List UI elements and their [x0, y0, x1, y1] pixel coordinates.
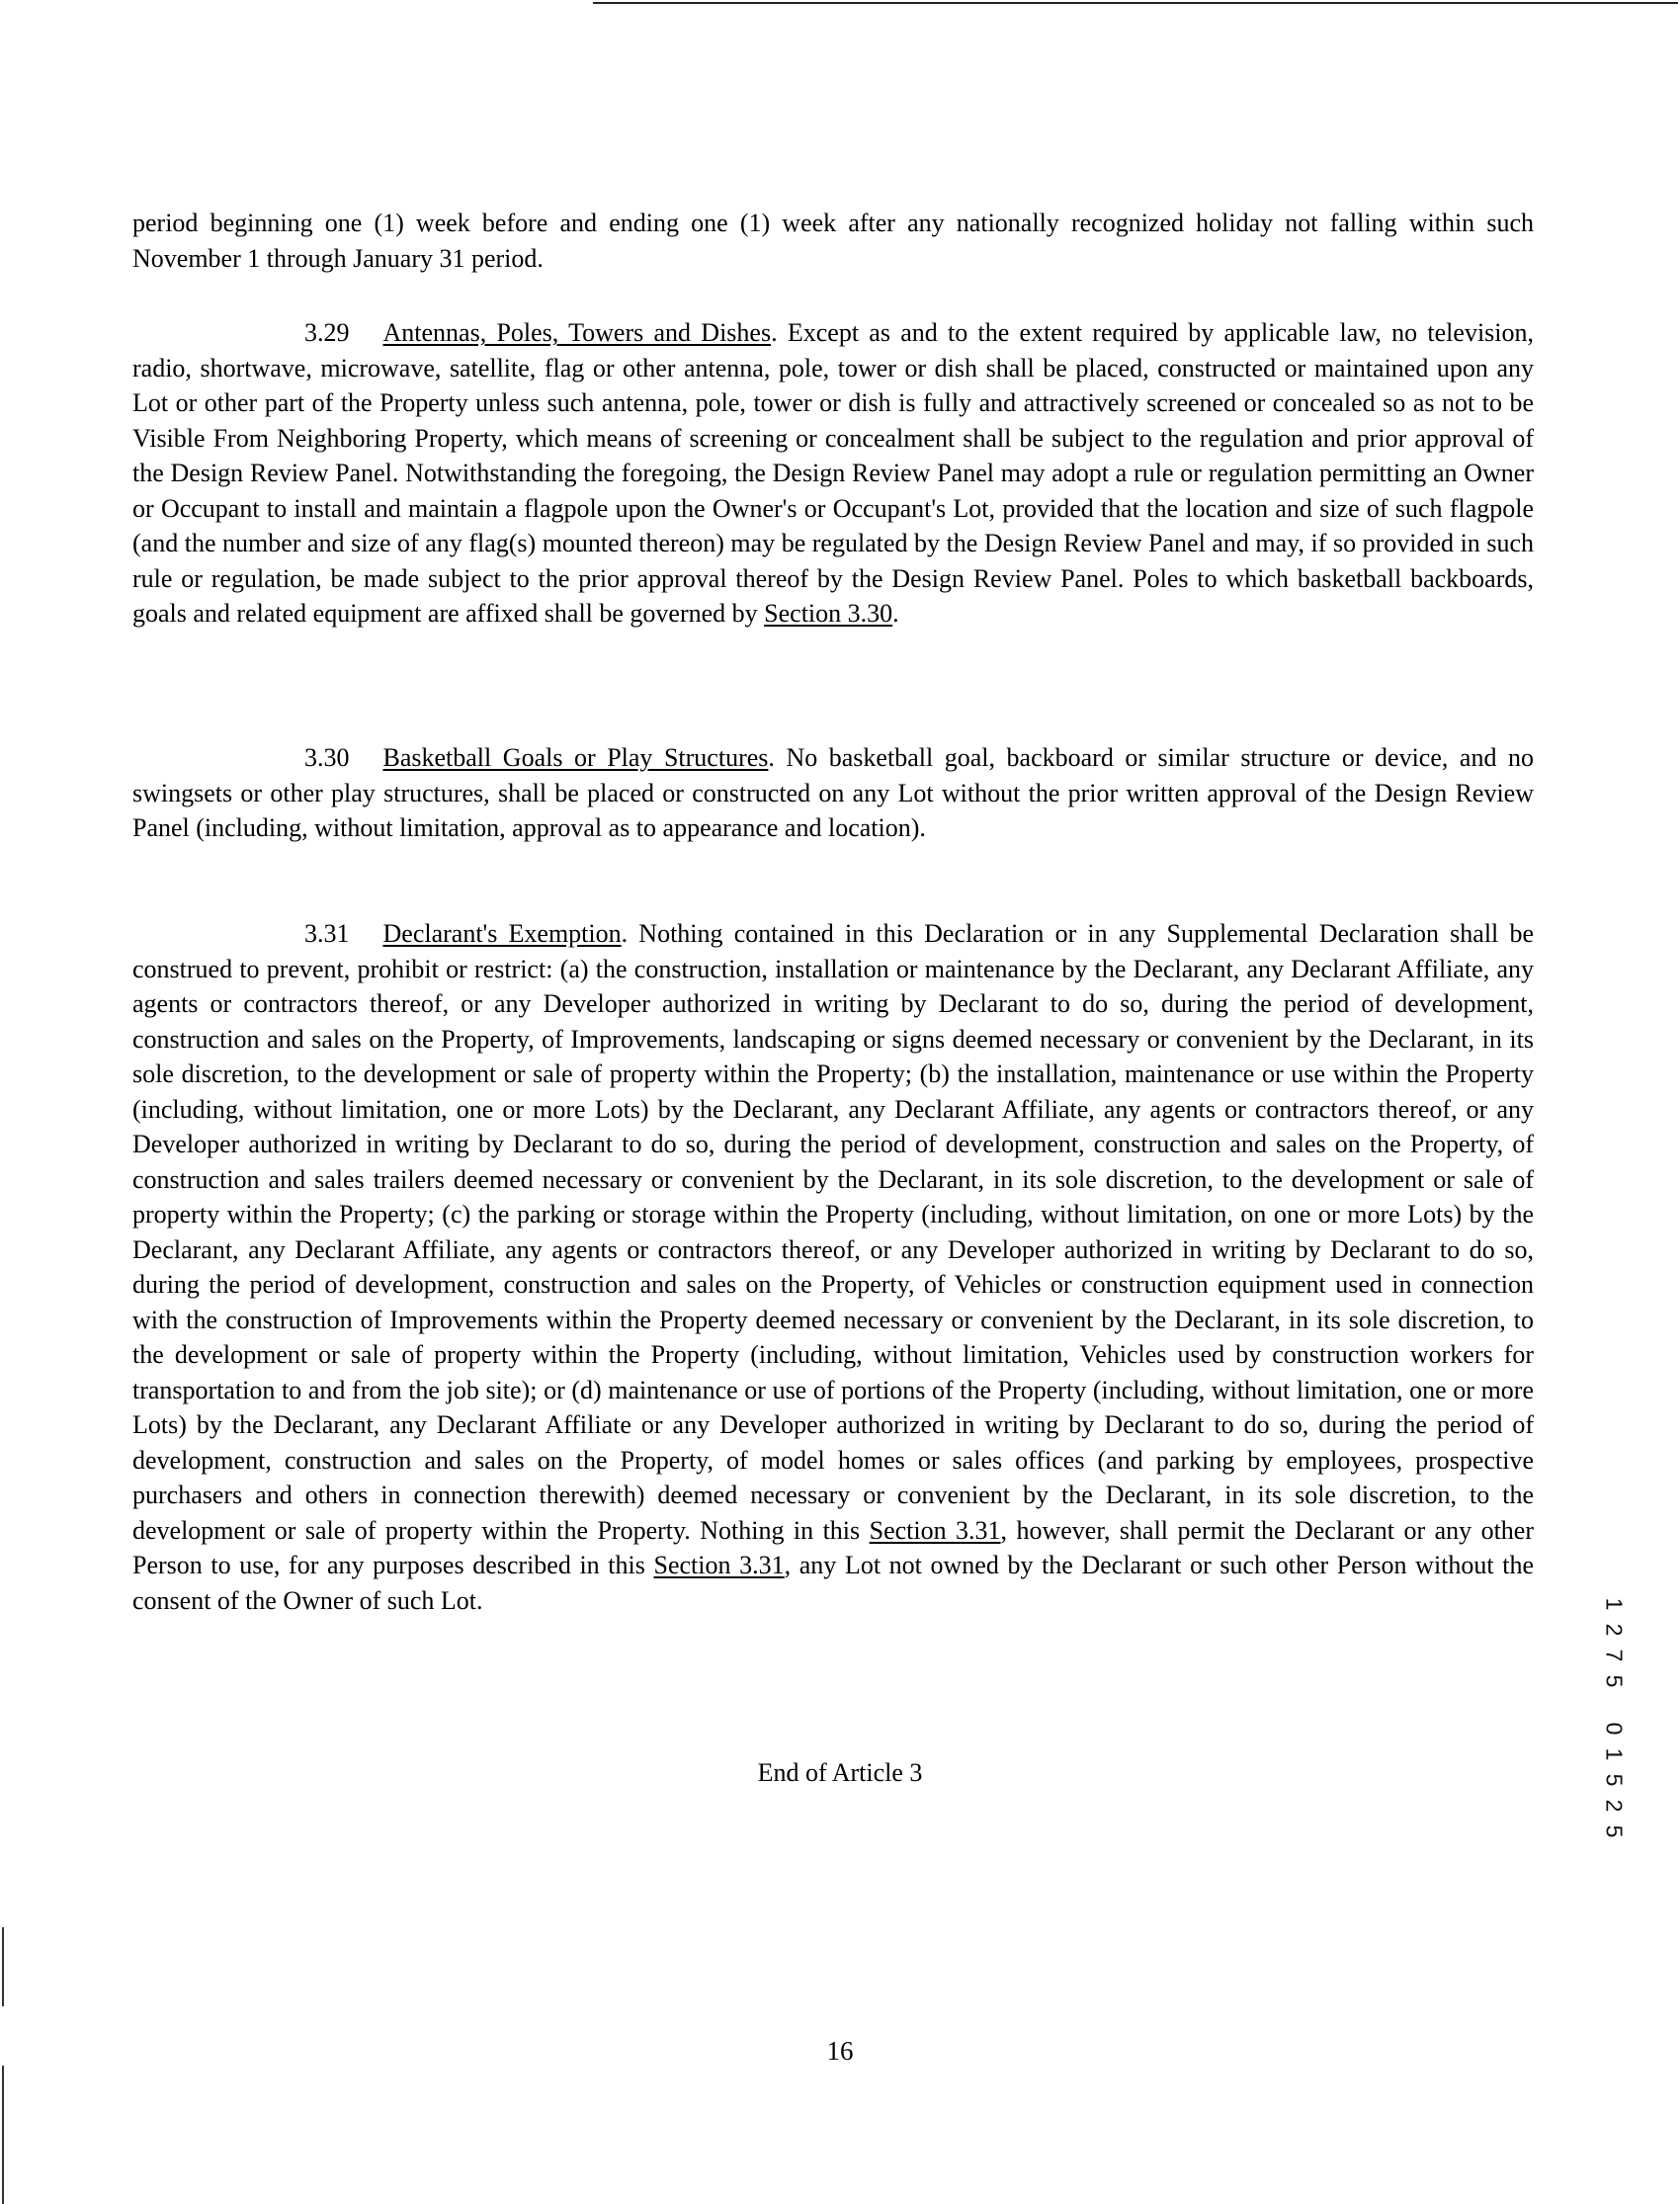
- end-of-article-marker: End of Article 3: [757, 1758, 923, 1787]
- section-3-31: [132, 916, 1534, 1618]
- section-mid: , however, shall permit the Declarant or any other Person to use, for any purposes described in this: [132, 1515, 1534, 1579]
- section-heading: Declarant's Exemption: [382, 919, 622, 948]
- stamp-digit: 7: [1600, 1649, 1627, 1662]
- stamp-digit: 1: [1600, 1597, 1627, 1611]
- margin-recording-stamp: [1598, 1591, 1630, 1844]
- section-reference: Section 3.31: [653, 1551, 785, 1579]
- section-paragraph: [132, 740, 1534, 846]
- section-number: 3.29: [304, 318, 350, 347]
- section-reference: Section 3.30: [764, 599, 893, 628]
- section-number: 3.31: [304, 919, 350, 948]
- section-3-29: [132, 315, 1534, 632]
- left-scan-edge-mark: [2, 1927, 4, 2006]
- left-scan-edge-mark: [2, 2066, 4, 2204]
- page-number: 16: [826, 2036, 854, 2066]
- paragraph-text: period beginning one (1) week before and ending one (1) week after any nationally recognized holiday not falling within such November 1 through January 31 period.: [132, 209, 1534, 273]
- section-body: . Nothing contained in this Declaration or in any Supplemental Declaration shall be construed to prevent, prohibit or restrict: (a) the construction, installation or maintenance by the Declarant, any Declarant Affiliate, any agents or contractors thereof, or any Developer authorized in writing by Declarant to do so, during the period of development, construction and sales on the Property, of Improvements, landscaping or signs deemed necessary or convenient by the Declarant, in its sole discretion, to the development or sale of property within the Property; (b) the installation, maintenance or use within the Property (including, without limitation, one or more Lots) by the Declarant, any Declarant Affiliate, any agents or contractors thereof, or any Developer authorized in writing by Declarant to do so, during the period of development, construction and sales on the Property, of construction and sales trailers deemed necessary or convenient by the Declarant, in its sole discretion, to the development or sale of property within the Property; (c) the parking or storage within the Property (including, without limitation, on one or more Lots) by the Declarant, any Declarant Affiliate, any agents or contractors thereof, or any Developer authorized in writing by Declarant to do so, during the period of development, construction and sales on the Property, of Vehicles or construction equipment used in connection with the construction of Improvements within the Property deemed necessary or convenient by the Declarant, in its sole discretion, to the development or sale of property within the Property (including, without limitation, Vehicles used by construction workers for transportation to and from the job site); or (d) maintenance or use of portions of the Property (including, without limitation, one or more Lots) by the Declarant, any Declarant Affiliate or any Developer authorized in writing by Declarant to do so, during the period of development, construction and sales on the Property, of model homes or sales offices (and parking by employees, prospective purchasers and others in connection therewith) deemed necessary or convenient by the Declarant, in its sole discretion, to the development or sale of property within the Property. Nothing in this: [132, 919, 1534, 1545]
- section-body: . No basketball goal, backboard or similar structure or device, and no swingsets or other play structures, shall be placed or constructed on any Lot without the prior written approval of the Design Review Panel (including, without limitation, approval as to appearance and location).: [132, 743, 1534, 842]
- section-heading: Antennas, Poles, Towers and Dishes: [382, 318, 772, 347]
- stamp-digit: 1: [1600, 1747, 1627, 1761]
- section-reference: Section 3.31: [869, 1515, 1001, 1545]
- intro-paragraph: [132, 206, 1534, 276]
- section-body: . Except as and to the extent required by applicable law, no television, radio, shortwave, microwave, satellite, flag or other antenna, pole, tower or dish shall be placed, constructed or maintained upon any Lot or other part of the Property unless such antenna, pole, tower or dish is fully and attractively screened or concealed so as not to be Visible From Neighboring Property, which means of screening or concealment shall be subject to the regulation and prior approval of the Design Review Panel. Notwithstanding the foregoing, the Design Review Panel may adopt a rule or regulation permitting an Owner or Occupant to install and maintain a flagpole upon the Owner's or Occupant's Lot, provided that the location and size of such flagpole (and the number and size of any flag(s) mounted thereon) may be regulated by the Design Review Panel and may, if so provided in such rule or regulation, be made subject to the prior approval thereof by the Design Review Panel. Poles to which basketball backboards, goals and related equipment are affixed shall be governed by: [132, 318, 1535, 628]
- stamp-digit: 0: [1600, 1722, 1627, 1736]
- section-paragraph: [132, 315, 1534, 632]
- top-scan-rule: [593, 2, 1678, 4]
- stamp-digit: 2: [1600, 1623, 1627, 1637]
- section-tail: .: [892, 599, 899, 628]
- section-paragraph: [132, 916, 1534, 1618]
- section-tail: , any Lot not owned by the Declarant or such other Person without the consent of the Owner of such Lot.: [132, 1551, 1535, 1615]
- section-3-30: [132, 740, 1534, 846]
- stamp-digit: 5: [1600, 1773, 1627, 1787]
- stamp-digit: 5: [1600, 1674, 1627, 1688]
- section-heading: Basketball Goals or Play Structures: [382, 743, 769, 772]
- section-number: 3.30: [304, 743, 350, 772]
- stamp-digit: 2: [1600, 1799, 1627, 1813]
- stamp-digit: 5: [1600, 1824, 1627, 1838]
